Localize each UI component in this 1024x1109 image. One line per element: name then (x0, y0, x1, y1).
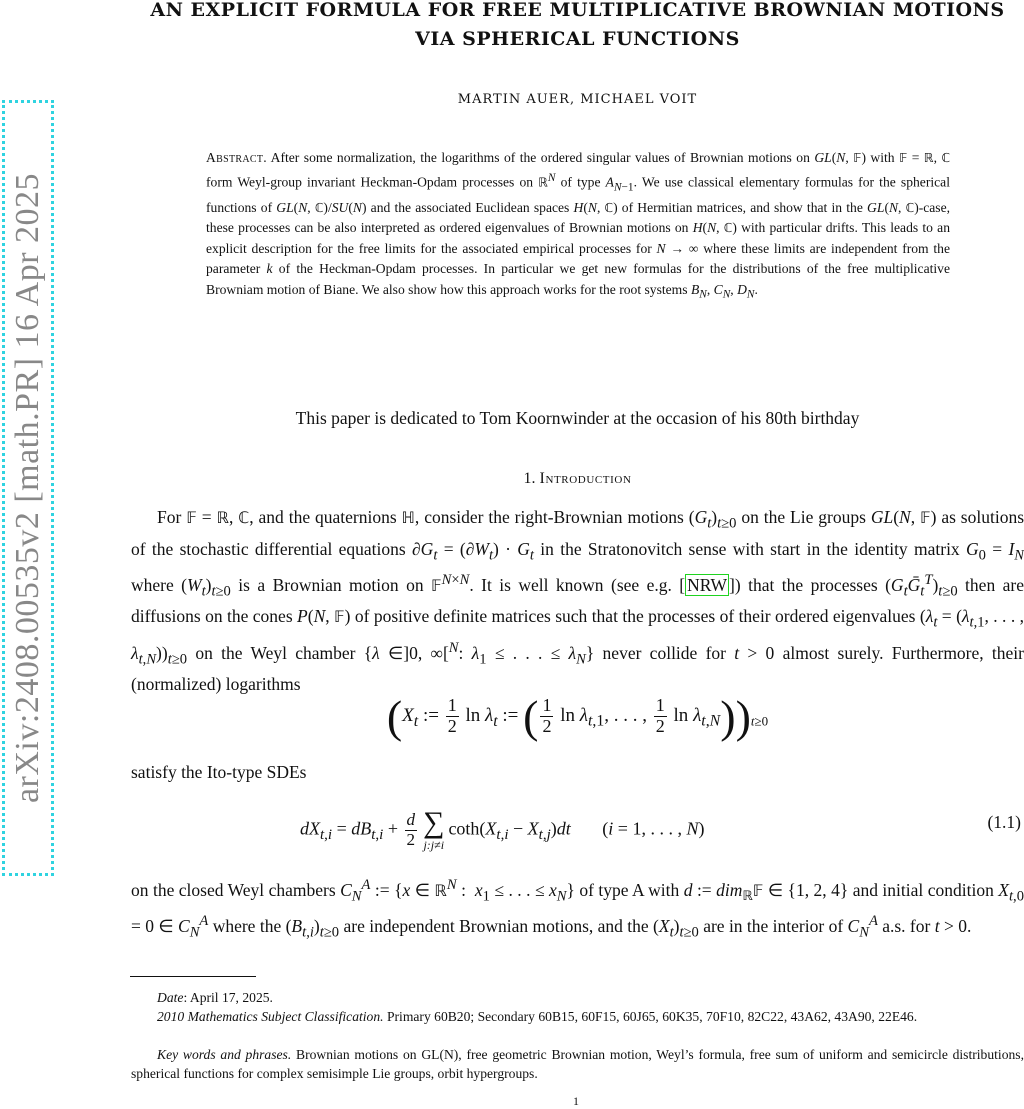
paper-authors: MARTIN AUER, MICHAEL VOIT (457, 92, 698, 107)
paper-title: AN EXPLICIT FORMULA FOR FREE MULTIPLICATIVE BROWNIAN MOTIONS VIA SPHERICAL FUNCTIONS (150, 0, 1005, 50)
keywords-value: Brownian motions on GL(N), free geometric Brownian motion, Weyl’s formula, free sum of uniform and semicircle distributions, spherical functions for complex semisimple Lie groups, orbit hypergroups. (131, 1047, 1024, 1081)
arxiv-identifier[interactable]: arXiv:2408.00535v2 [math.PR] 16 Apr 2025 (9, 172, 46, 804)
abstract-label: Abstract. (206, 150, 267, 165)
citation-link[interactable]: NRW (687, 574, 728, 595)
date-label: Date (157, 990, 184, 1005)
keywords-label: Key words and phrases. (157, 1047, 292, 1062)
abstract: Abstract. After some normalization, the logarithms of the ordered singular values of Brownian motions on GL(N, 𝔽) with 𝔽 = ℝ, ℂ form Weyl-group invariant Heckman-Opdam processes on ℝ$^N$ of type $A_{N-1}$. We use classical elementary formulas for the spherical functions of GL(N, ℂ)/SU(N) and the associated Euclidean spaces H(N, ℂ) of Hermitian matrices, and show that in the GL(N, ℂ)-case, these processes can be also interpreted as ordered eigenvalues of Brownian motions on H(N, ℂ) with particular drifts. This leads to an explicit description for the free limits for the associated empirical processes for N → ∞ where these limits are independent from the parameter k of the Heckman-Opdam processes. In particular we get new formulas for the distributions of the free multiplicative Browniam motion of Biane. We also show how this approach works for the root systems $B_N$, $C_N$, $D_N$. (206, 150, 951, 301)
page-number: 1 (573, 1094, 579, 1108)
section-number: 1. (523, 470, 536, 487)
footnote-msc (131, 1007, 1024, 1026)
section-title: Introduction (539, 470, 632, 487)
dedication: This paper is dedicated to Tom Koornwinder at the occasion of his 80th birthday (295, 408, 860, 428)
intro-paragraph: For 𝔽 = ℝ, ℂ, and the quaternions ℍ, consider the right-Brownian motions $(G_t)_{t\ge 0}$ on the Lie groups GL(N, 𝔽) as solutions of the stochastic differential equations $\partial G_t = (\partial W_t) \cdot G_t$ in the Stratonovitch sense with start in the identity matrix $G_0 = I_N$ where $(W_t)_{t\ge 0}$ is a Brownian motion on 𝔽$^{N\times N}$. It is well known (see e.g. [ NRW ]) that the processes $(G_tḠ_t^T)_{t\ge 0}$ then are diffusions on the cones P(N, 𝔽) of positive definite matrices such that the processes of their ordered eigenvalues ($\lambda_t = (\lambda_{t,1}$, . . . , $\lambda_{t,N}))_{t\ge 0}$ on the Weyl chamber {λ ∈]0, ∞[$^N$: $\lambda_1$ ≤ . . . ≤ $\lambda_N$} never collide for t > 0 almost surely. Furthermore, their (normalized) logarithms (131, 507, 1024, 695)
date-value: April 17, 2025. (189, 990, 273, 1005)
equation-sde: $dX_{t,i} = dB_{t,i}$ + $\frac{d}{2}$ ∑ j:j≠i $\cot h(X_{t,i} - X_{t,j})dt$ (i = 1, . . . , N) (300, 806, 705, 852)
equation-log-eigenvalues: ($X_t$ := $\frac{1}{2}$ $\ln \lambda_t$ := ( $\frac{1}{2}$ $\ln \lambda_{t,1}$, . . . , $\frac{1}{2}$ $\ln \lambda_{t,N}))_{t\ge 0}$ (386, 691, 769, 742)
footnote-rule (130, 976, 256, 977)
section-heading (130, 470, 1024, 488)
footnote-date: Date: April 17, 2025. (157, 990, 273, 1005)
equation-number: (1.1) (987, 812, 1021, 832)
footnote-keywords (131, 1045, 1024, 1083)
msc-label: 2010 Mathematics Subject Classification. (157, 1009, 384, 1024)
weyl-chamber-paragraph: on the closed Weyl chambers $C_N^A$ := {x ∈ ℝ$^N$ : $x_1$ ≤ . . . ≤ $x_N$} of type A with d := dim$_ℝ$𝔽 ∈ {1, 2, 4} and initial condition $X_{t,0} = 0$ ∈ $C_N^A$ where the $(B_{t,i})_{t\ge 0}$ are independent Brownian motions, and the $(X_t)_{t\ge 0}$ are in the interior of $C_N^A$ a.s. for t > 0. (131, 877, 1024, 941)
msc-value: Primary 60B20; Secondary 60B15, 60F15, 60J65, 60K35, 70F10, 82C22, 43A62, 43A90, 22E46. (386, 1009, 918, 1024)
sde-intro-text: satisfy the Ito-type SDEs (131, 762, 307, 782)
